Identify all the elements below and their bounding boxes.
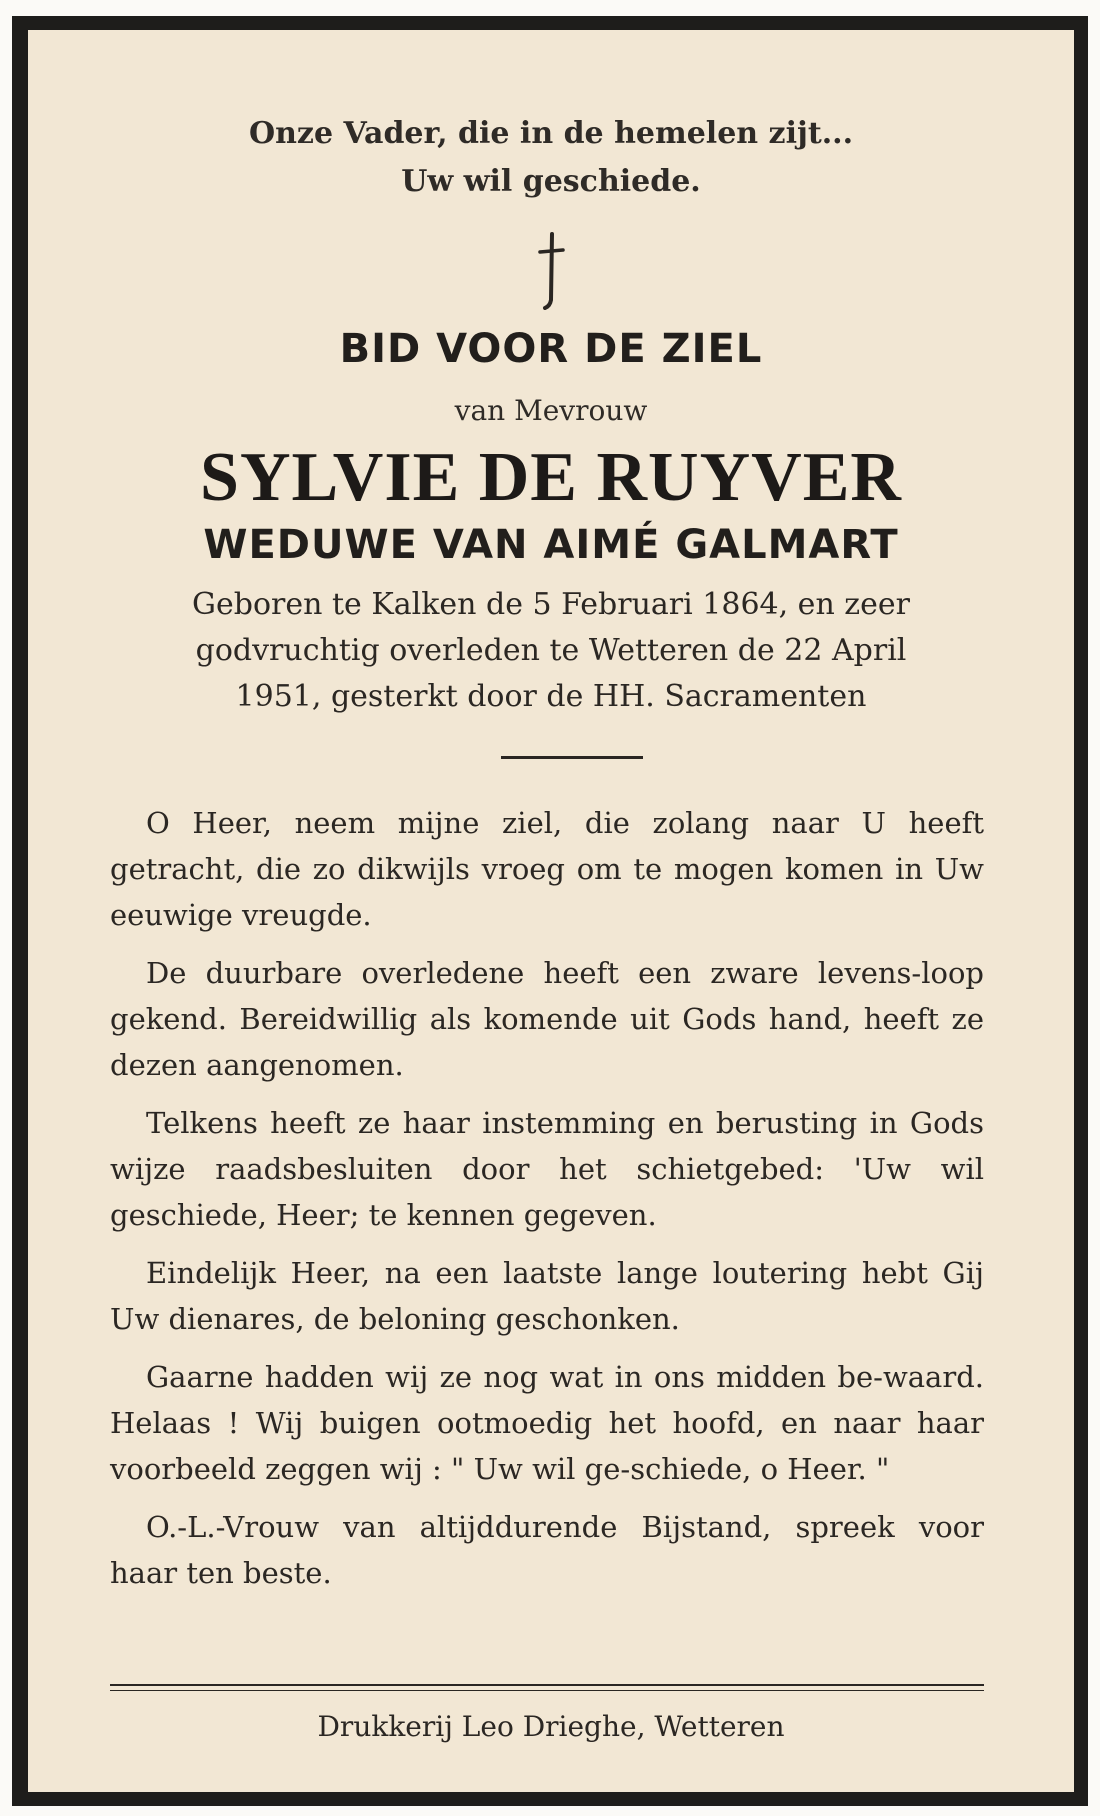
motto-line-2: Uw wil geschiede. (401, 164, 701, 199)
paragraph: O.-L.-Vrouw van altijddurende Bijstand, spreek voor haar ten beste. (110, 1510, 984, 1590)
card-paper (28, 30, 1074, 1792)
van-mevrouw-label: van Mevrouw (454, 394, 648, 427)
birth-line-2: godvruchtig overleden te Wetteren de 22 April (195, 633, 907, 668)
cross-icon (531, 230, 571, 310)
birth-line-1: Geboren te Kalken de 5 Februari 1864, en zeer (192, 587, 910, 622)
paragraph: Eindelijk Heer, na een laatste lange loutering hebt Gij Uw dienares, de beloning geschonken. (110, 1256, 984, 1336)
deceased-name: SYLVIE DE RUYVER (200, 439, 902, 516)
printer-credit: Drukkerij Leo Drieghe, Wetteren (317, 1710, 785, 1743)
bottom-divider (110, 1684, 984, 1691)
pray-for-soul-heading: BID VOOR DE ZIEL (339, 326, 763, 372)
motto-line-1: Onze Vader, die in de hemelen zijt... (248, 116, 854, 151)
birth-death-details (128, 582, 974, 720)
paragraph: O Heer, neem mijne ziel, die zolang naar U heeft getracht, die zo dikwijls vroeg om te mogen komen in Uw eeuwige vreugde. (110, 806, 984, 932)
divider (501, 756, 643, 759)
memorial-text (110, 800, 984, 1608)
birth-line-3: 1951, gesterkt door de HH. Sacramenten (235, 679, 867, 714)
widow-of-line: WEDUWE VAN AIMÉ GALMART (203, 522, 899, 568)
paragraph: Gaarne hadden wij ze nog wat in ons midden be-waard. Helaas ! Wij buigen ootmoedig het hoofd, en naar haar voorbeeld zeggen wij : " Uw wil ge-schiede, o Heer. " (110, 1360, 984, 1486)
prayer-motto (28, 110, 1074, 206)
paragraph: Telkens heeft ze haar instemming en berusting in Gods wijze raadsbesluiten door het schietgebed: 'Uw wil geschiede, Heer; te kennen gegeven. (110, 1106, 984, 1232)
paragraph: De duurbare overledene heeft een zware levens-loop gekend. Bereidwillig als komende uit Gods hand, heeft ze dezen aangenomen. (110, 956, 984, 1082)
memorial-card (12, 16, 1088, 1806)
